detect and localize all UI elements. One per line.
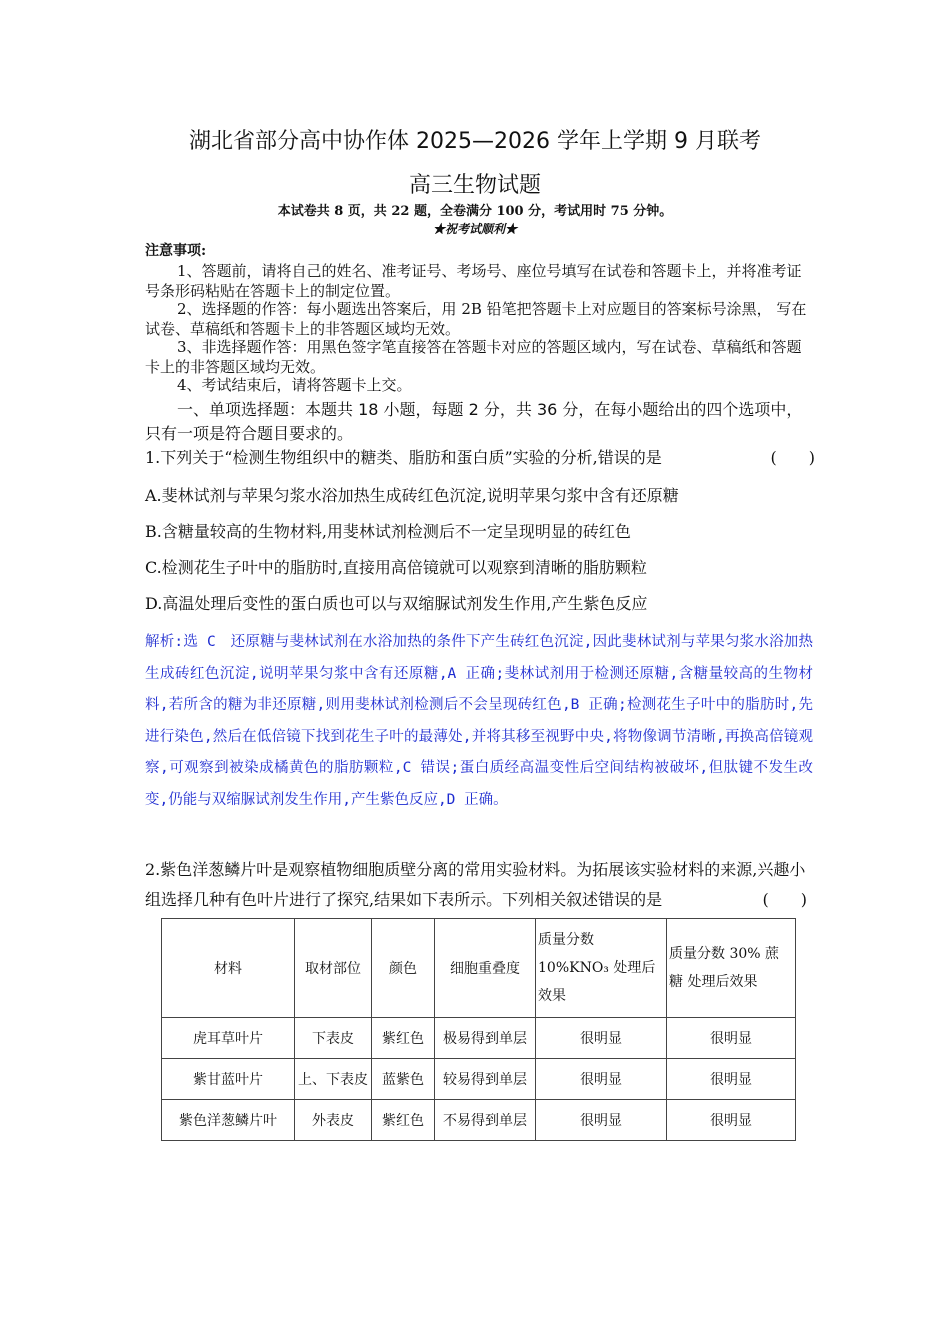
notice-heading: 注意事项: xyxy=(145,243,207,259)
q1-option-d: D.高温处理后变性的蛋白质也可以与双缩脲试剂发生作用,产生紫色反应 xyxy=(145,594,648,613)
table-header-cell: 质量分数 10%KNO₃ 处理后效果 xyxy=(536,919,667,1018)
table-cell: 外表皮 xyxy=(295,1100,372,1141)
q1-stem-line xyxy=(145,445,815,468)
table-cell: 较易得到单层 xyxy=(435,1059,536,1100)
q1-option-a: A.斐林试剂与苹果匀浆水浴加热生成砖红色沉淀,说明苹果匀浆中含有还原糖 xyxy=(145,486,679,505)
table-header-cell: 取材部位 xyxy=(295,919,372,1018)
table-cell: 很明显 xyxy=(667,1100,796,1141)
notice-item-1: 1、答题前，请将自己的姓名、准考证号、考场号、座位号填写在试卷和答题卡上，并将准考证号条形码粘贴在答题卡上的制定位置。 xyxy=(145,262,802,300)
q1-stem: 1.下列关于“检测生物组织中的糖类、脂肪和蛋白质”实验的分析,错误的是 xyxy=(145,448,662,467)
table-cell: 很明显 xyxy=(667,1059,796,1100)
table-header-cell: 细胞重叠度 xyxy=(435,919,536,1018)
exam-meta: 本试卷共 8 页，共 22 题，全卷满分 100 分，考试用时 75 分钟。 xyxy=(277,204,673,219)
exam-subtitle: 高三生物试题 xyxy=(408,173,541,198)
table-cell: 不易得到单层 xyxy=(435,1100,536,1141)
table-row xyxy=(162,1059,796,1100)
table-cell: 紫色洋葱鳞片叶 xyxy=(162,1100,295,1141)
table-header-row xyxy=(162,919,796,1018)
q1-option-b: B.含糖量较高的生物材料,用斐林试剂检测后不一定呈现明显的砖红色 xyxy=(145,522,631,541)
table-header-cell: 颜色 xyxy=(372,919,435,1018)
table-cell: 虎耳草叶片 xyxy=(162,1018,295,1059)
table-cell: 紫红色 xyxy=(372,1100,435,1141)
table-cell: 很明显 xyxy=(536,1100,667,1141)
section-heading xyxy=(145,398,815,446)
table-cell: 紫红色 xyxy=(372,1018,435,1059)
section-text: 本题共 18 小题，每题 2 分，共 36 分，在每小题给出的四个选项中， 只有一项是符合题目要求的。 xyxy=(145,400,803,443)
table-row xyxy=(162,1018,796,1059)
table-cell: 下表皮 xyxy=(295,1018,372,1059)
exam-title: 湖北省部分高中协作体 2025—2026 学年上学期 9 月联考 xyxy=(189,129,761,154)
q2-stem-block xyxy=(145,855,807,915)
table-header-cell: 材料 xyxy=(162,919,295,1018)
table-cell: 很明显 xyxy=(667,1018,796,1059)
q1-analysis: 解析:选 C 还原糖与斐林试剂在水浴加热的条件下产生砖红色沉淀,因此斐林试剂与苹果匀浆水浴加热生成砖红色沉淀,说明苹果匀浆中含有还原糖,A 正确;斐林试剂用于检测还原糖,含糖量较高的生物材料,若所含的糖为非还原糖,则用斐林试剂检测后不会呈现砖红色,B 正确;检测花生子叶中的脂肪时,先进行染色,然后在低倍镜下找到花生子叶的最薄处,并将其移至视野中央,将物像调节清晰,再换高倍镜观察,可观察到被染成橘黄色的脂肪颗粒,C 错误;蛋白质经高温变性后空间结构被破坏,但肽键不发生改变,仍能与双缩脲试剂发生作用,产生紫色反应,D 正确。 xyxy=(145,634,813,808)
table-cell: 蓝紫色 xyxy=(372,1059,435,1100)
table-header-cell: 质量分数 30% 蔗糖 处理后效果 xyxy=(667,919,796,1018)
table-row xyxy=(162,1100,796,1141)
table-cell: 很明显 xyxy=(536,1018,667,1059)
notice-item-2: 2、选择题的作答：每小题选出答案后，用 2B 铅笔把答题卡上对应题目的答案标号涂黑， 写在试卷、草稿纸和答题卡上的非答题区域均无效。 xyxy=(145,300,807,338)
table-cell: 上、下表皮 xyxy=(295,1059,372,1100)
q2-answer-paren: ( ) xyxy=(762,890,807,909)
q1-option-c: C.检测花生子叶中的脂肪时,直接用高倍镜就可以观察到清晰的脂肪颗粒 xyxy=(145,558,647,577)
q2-stem: 2.紫色洋葱鳞片叶是观察植物细胞质壁分离的常用实验材料。为拓展该实验材料的来源,兴趣小组选择几种有色叶片进行了探究,结果如下表所示。下列相关叙述错误的是 xyxy=(145,860,806,909)
notice-item-3: 3、非选择题作答：用黑色签字笔直接答在答题卡对应的答题区域内，写在试卷、草稿纸和答题卡上的非答题区域均无效。 xyxy=(145,338,802,376)
q1-answer-paren: ( ) xyxy=(770,448,815,467)
q2-table xyxy=(161,918,796,1141)
table-cell: 极易得到单层 xyxy=(435,1018,536,1059)
section-lead: 一、单项选择题： xyxy=(177,400,306,419)
notice-item-4: 4、考试结束后，请将答题卡上交。 xyxy=(177,376,412,394)
exam-wish: ★祝考试顺利★ xyxy=(432,222,517,236)
table-cell: 紫甘蓝叶片 xyxy=(162,1059,295,1100)
table-cell: 很明显 xyxy=(536,1059,667,1100)
